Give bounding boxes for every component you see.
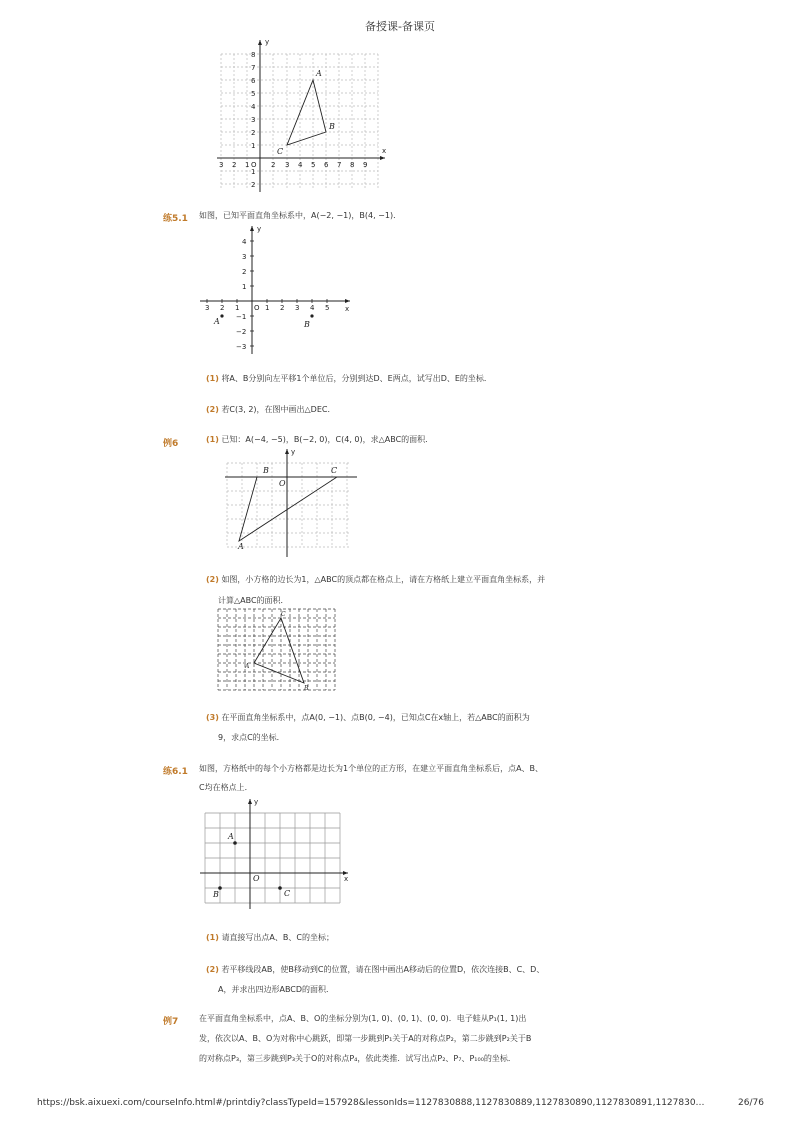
x-tick: 5 [311, 161, 316, 169]
figure-points-ab-axes [195, 222, 355, 357]
x-axis-label: x [382, 147, 387, 155]
sub-question-1: (1) 将A、B分别向左平移1个单位后，分别到达D、E两点，试写出D、E的坐标． [206, 374, 492, 383]
sub-question-1: (1) 已知：A(−4, −5)，B(−2, 0)，C(4, 0)，求△ABC的面积． [206, 435, 434, 444]
figure-grid-points-abc [200, 795, 355, 910]
y-tick: 3 [251, 116, 256, 124]
point-b-label: B [304, 685, 309, 692]
point-c [278, 886, 282, 890]
y-tick: 7 [251, 64, 256, 72]
point-b-label: B [329, 122, 335, 131]
figure-triangle-abc-grid [195, 32, 395, 197]
exercise-text-line2: C均在格点上． [199, 783, 253, 792]
svg-text:x: x [345, 305, 350, 313]
y-tick: 4 [251, 103, 256, 111]
sub-question-2-line2: 计算△ABC的面积． [218, 596, 289, 605]
figure-grid-triangle-abc [214, 604, 340, 696]
point-c-label: C [277, 147, 284, 156]
y-tick: −2 [236, 328, 247, 336]
x-tick: 3 [205, 304, 210, 312]
sub-question-2: (2) 若C(3, 2)，在图中画出△DEC． [206, 405, 336, 414]
sub-question-3-line1: (3) 在平面直角坐标系中，点A(0, −1)、点B(0, −4)，已知点C在x轴上，若△ABC的面积为 [206, 713, 530, 722]
y-tick: 1 [251, 142, 256, 150]
point-a-label: A [228, 832, 234, 841]
origin-label: O [253, 874, 260, 883]
example-text-line1: 在平面直角坐标系中，点A、B、O的坐标分别为(1, 0)、(0, 1)、(0, 0)．电子蛙从P₁(1, 1)出 [199, 1014, 527, 1023]
point-b [310, 314, 313, 317]
y-tick: 2 [251, 129, 256, 137]
example-text-line3: 的对称点P₃，第三步跳到P₃关于O的对称点P₄，依此类推．试写出点P₂、P₇、P₁₀₀的坐标． [199, 1054, 516, 1063]
exercise-label: 练5.1 [163, 214, 188, 224]
exercise-label: 练6.1 [163, 767, 188, 777]
x-tick: 9 [363, 161, 368, 169]
point-a [233, 841, 237, 845]
x-tick: 3 [219, 161, 224, 169]
point-b-label: B [304, 320, 310, 329]
y-axis-label: y [265, 38, 270, 46]
example-label: 例6 [163, 439, 179, 449]
x-tick: 1 [235, 304, 240, 312]
example-text-line2: 发，依次以A、B、O为对称中心跳跃，即第一步跳到P₁关于A的对称点P₂，第二步跳到P₂关于B [199, 1034, 532, 1043]
sub-question-3-line2: 9，求点C的坐标． [218, 733, 285, 742]
page-number: 26/76 [738, 1098, 764, 1108]
origin-label: O [279, 479, 286, 488]
y-tick: 3 [242, 253, 247, 261]
x-tick: 2 [232, 161, 237, 169]
origin-label: O [254, 304, 260, 312]
point-c-label: C [331, 466, 338, 475]
point-a [220, 314, 223, 317]
point-b-label: B [213, 890, 219, 899]
svg-text:y: y [257, 225, 262, 233]
y-axis-label: y [254, 798, 259, 806]
x-tick: 1 [245, 161, 250, 169]
x-tick: 6 [324, 161, 329, 169]
footer-url[interactable]: https://bsk.aixuexi.com/courseInfo.html#/printdiy?classTypeId=157928&lessonIds=1127830888,1127830889,1127830890,1127830891,1127830… [37, 1098, 705, 1108]
y-tick: 1 [251, 168, 256, 176]
x-tick: 8 [350, 161, 355, 169]
exercise-text: 如图，已知平面直角坐标系中，A(−2, −1)，B(4, −1)． [199, 211, 402, 220]
x-tick: 5 [325, 304, 330, 312]
y-tick: −1 [236, 313, 247, 321]
x-axis-label: x [344, 875, 349, 883]
point-a-label: A [214, 317, 220, 326]
triangle-abc [239, 477, 337, 541]
x-tick: 2 [271, 161, 276, 169]
triangle-abc [287, 80, 326, 145]
sub-question-1: (1) 请直接写出点A、B、C的坐标； [206, 933, 334, 942]
x-tick: 4 [298, 161, 303, 169]
x-tick: 2 [280, 304, 285, 312]
y-axis-label: y [291, 448, 296, 456]
point-a-label: A [238, 542, 244, 551]
x-tick: 3 [295, 304, 300, 312]
point-b-label: B [263, 466, 269, 475]
x-tick: 3 [285, 161, 290, 169]
x-tick: 2 [220, 304, 225, 312]
y-tick: 8 [251, 51, 256, 59]
triangle-abc [254, 618, 304, 683]
x-tick: 1 [265, 304, 270, 312]
example-label: 例7 [163, 1017, 179, 1027]
figure-triangle-abc-area [225, 445, 360, 560]
y-tick: 5 [251, 90, 256, 98]
y-tick: 1 [242, 283, 247, 291]
y-tick: −3 [236, 343, 247, 351]
point-a-label: A [245, 663, 250, 670]
point-a-label: A [316, 69, 322, 78]
page-header: 备授课-备课页 [365, 20, 435, 33]
y-tick: 4 [242, 238, 247, 246]
sub-question-2-line1: (2) 若平移线段AB，使B移动到C的位置，请在图中画出A移动后的位置D，依次连接B、C、D、 [206, 965, 545, 974]
x-tick: 7 [337, 161, 342, 169]
point-c-label: C [284, 889, 291, 898]
x-tick: 4 [310, 304, 315, 312]
sub-question-2-line2: A，并求出四边形ABCD的面积． [218, 985, 335, 994]
origin-label: O [251, 161, 257, 169]
point-c-label: C [281, 611, 286, 618]
y-tick: 6 [251, 77, 256, 85]
exercise-text-line1: 如图，方格纸中的每个小方格都是边长为1个单位的正方形，在建立平面直角坐标系后，点A、B、 [199, 764, 544, 773]
y-tick: 2 [251, 181, 256, 189]
y-tick: 2 [242, 268, 247, 276]
sub-question-2-line1: (2) 如图，小方格的边长为1，△ABC的顶点都在格点上，请在方格纸上建立平面直角坐标系，并 [206, 575, 546, 584]
